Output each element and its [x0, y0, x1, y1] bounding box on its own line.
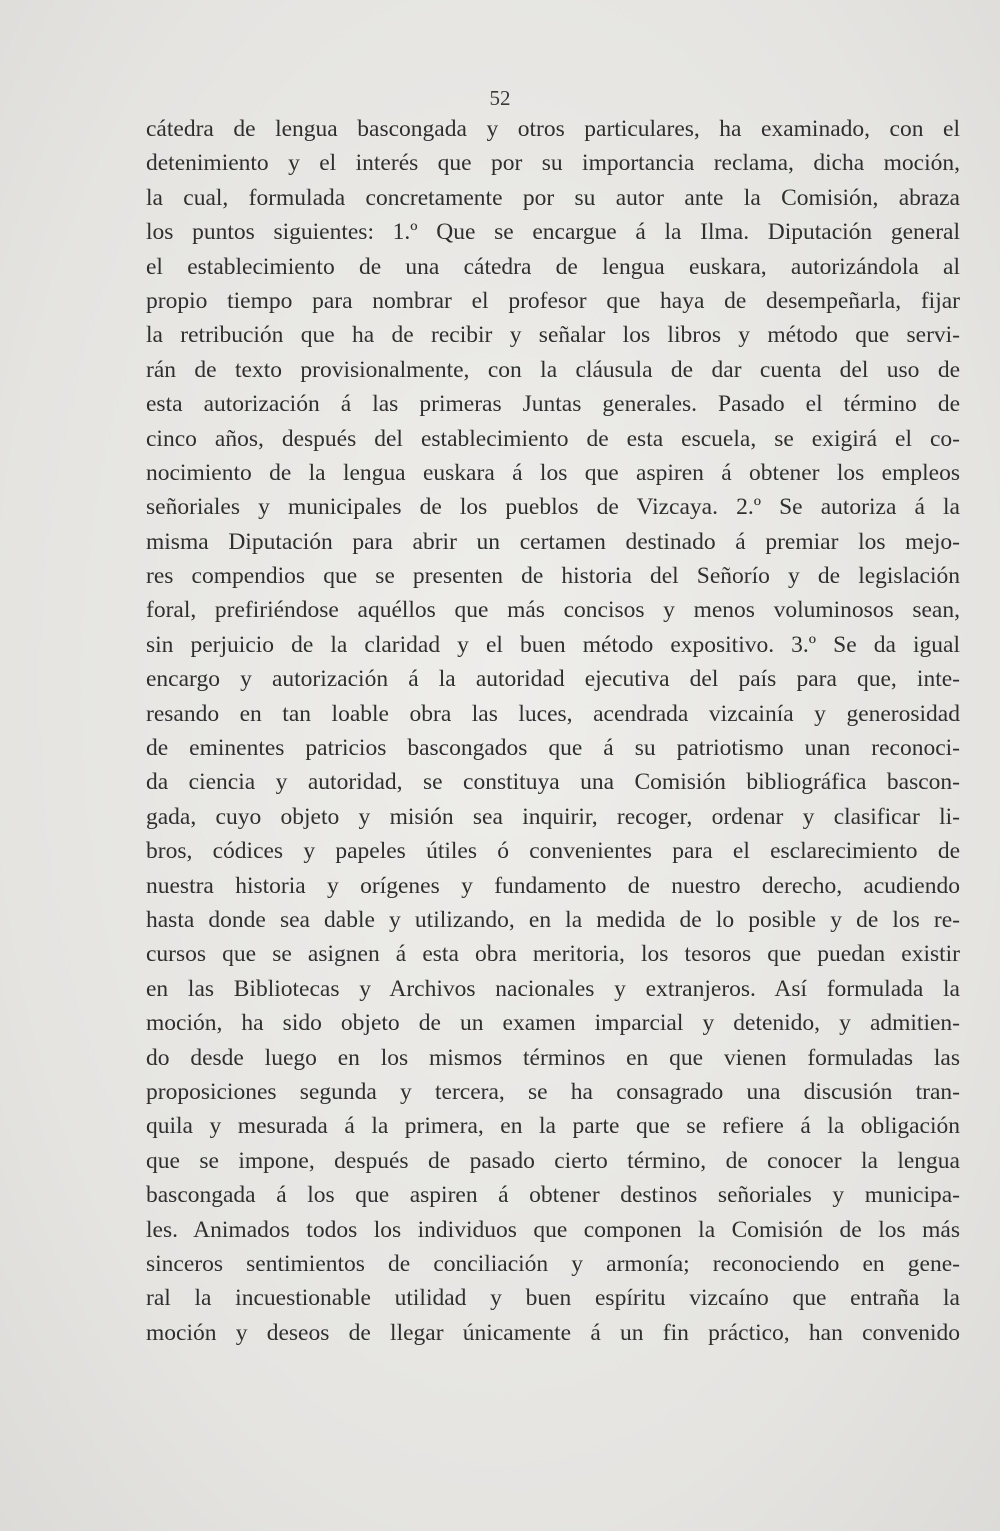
- text-line: nuestra historia y orígenes y fundamento de nuestro derecho, acudiendo: [146, 872, 960, 899]
- text-line: señoriales y municipales de los pueblos de Vizcaya. 2.º Se autoriza á la: [146, 494, 960, 521]
- page-number: 52: [489, 86, 511, 110]
- text-line: el establecimiento de una cátedra de lengua euskara, autorizándola al: [146, 253, 960, 280]
- text-line: en las Bibliotecas y Archivos nacionales y extranjeros. Así formulada la: [146, 975, 960, 1002]
- text-line: la cual, formulada concretamente por su autor ante la Comisión, abraza: [146, 184, 960, 211]
- text-line: rán de texto provisionalmente, con la cláusula de dar cuenta del uso de: [146, 356, 960, 383]
- text-line: sinceros sentimientos de conciliación y armonía; reconociendo en gene-: [146, 1250, 960, 1277]
- text-line: resando en tan loable obra las luces, acendrada vizcainía y generosidad: [146, 700, 960, 727]
- text-line: proposiciones segunda y tercera, se ha consagrado una discusión tran-: [146, 1078, 960, 1105]
- text-line: ral la incuestionable utilidad y buen espíritu vizcaíno que entraña la: [146, 1285, 960, 1312]
- text-line: la retribución que ha de recibir y señalar los libros y método que servi-: [146, 322, 960, 349]
- text-line: misma Diputación para abrir un certamen destinado á premiar los mejo-: [146, 528, 960, 555]
- text-line: propio tiempo para nombrar el profesor que haya de desempeñarla, fijar: [146, 287, 960, 314]
- text-line: bascongada á los que aspiren á obtener destinos señoriales y municipa-: [146, 1182, 960, 1209]
- text-line: quila y mesurada á la primera, en la parte que se refiere á la obligación: [146, 1113, 960, 1140]
- text-line: les. Animados todos los individuos que componen la Comisión de los más: [146, 1216, 960, 1243]
- text-line: cursos que se asignen á esta obra meritoria, los tesoros que puedan existir: [146, 941, 960, 968]
- text-line: hasta donde sea dable y utilizando, en la medida de lo posible y de los re-: [146, 906, 960, 933]
- text-line: nocimiento de la lengua euskara á los que aspiren á obtener los empleos: [146, 459, 960, 486]
- text-line: foral, prefiriéndose aquéllos que más concisos y menos voluminosos sean,: [146, 597, 960, 624]
- text-line: detenimiento y el interés que por su importancia reclama, dicha moción,: [146, 150, 960, 177]
- text-line: da ciencia y autoridad, se constituya una Comisión bibliográfica bascon-: [146, 769, 960, 796]
- text-line: que se impone, después de pasado cierto término, de conocer la lengua: [146, 1147, 960, 1174]
- text-line: cátedra de lengua bascongada y otros particulares, ha examinado, con el: [146, 116, 960, 142]
- text-line: los puntos siguientes: 1.º Que se encargue á la Ilma. Diputación general: [146, 219, 960, 246]
- text-line: encargo y autorización á la autoridad ejecutiva del país para que, inte-: [146, 666, 960, 693]
- text-line: cinco años, después del establecimiento de esta escuela, se exigirá el co-: [146, 425, 960, 452]
- text-line: moción, ha sido objeto de un examen imparcial y detenido, y admitien-: [146, 1010, 960, 1037]
- text-line: moción y deseos de llegar únicamente á un fin práctico, han convenido: [146, 1319, 960, 1346]
- text-line: bros, códices y papeles útiles ó convenientes para el esclarecimiento de: [146, 838, 960, 865]
- text-line: do desde luego en los mismos términos en que vienen formuladas las: [146, 1044, 960, 1071]
- text-line: res compendios que se presenten de historia del Señorío y de legislación: [146, 563, 960, 590]
- body-text: [146, 112, 960, 1350]
- text-line: gada, cuyo objeto y misión sea inquirir, recoger, ordenar y clasificar li-: [146, 803, 960, 830]
- text-line: sin perjuicio de la claridad y el buen método expositivo. 3.º Se da igual: [146, 631, 960, 658]
- text-line: de eminentes patricios bascongados que á su patriotismo unan reconoci-: [146, 735, 960, 762]
- text-line: esta autorización á las primeras Juntas generales. Pasado el término de: [146, 391, 960, 418]
